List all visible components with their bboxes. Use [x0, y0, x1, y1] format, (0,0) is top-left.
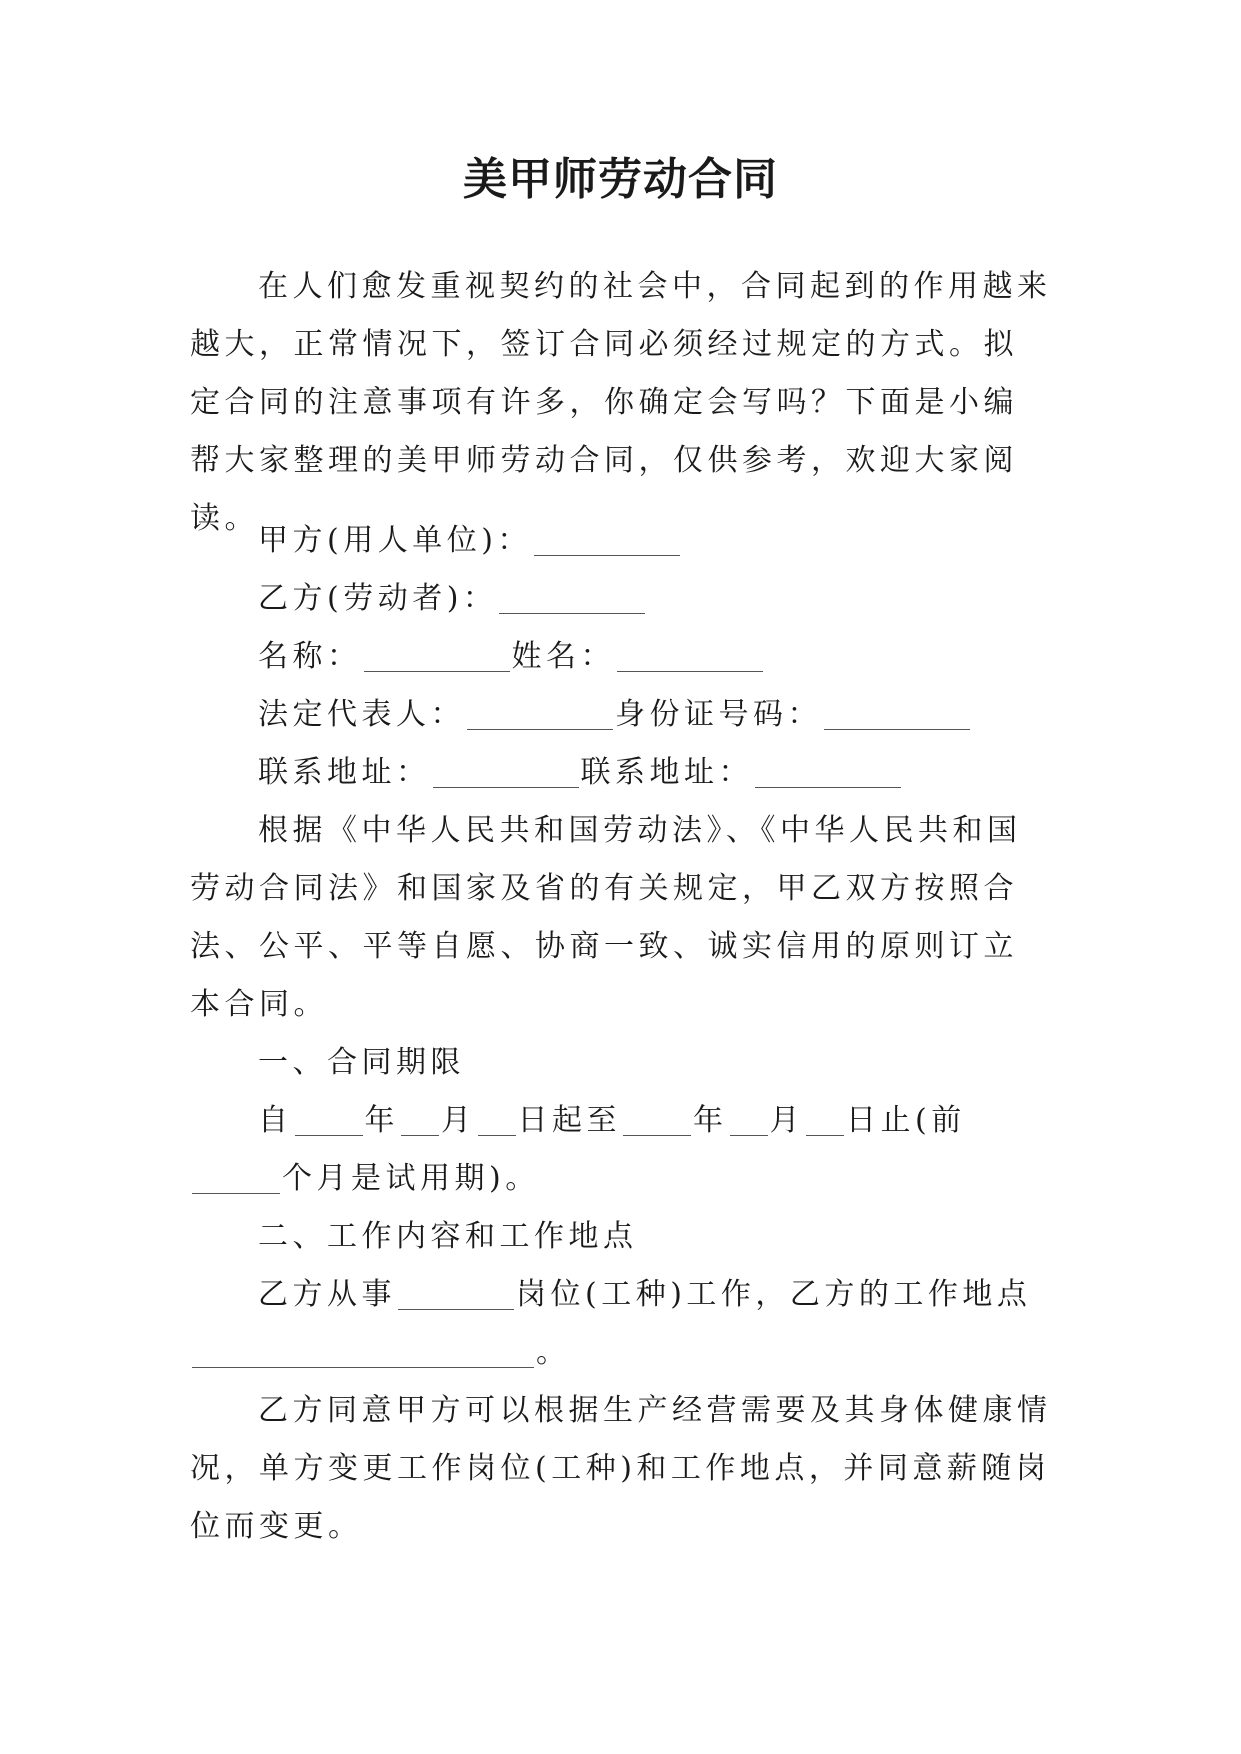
job-middle: 岗位(工种)工作，乙方的工作地点 — [516, 1277, 1032, 1312]
start-month-blank — [401, 1105, 439, 1136]
job-title-blank — [398, 1279, 514, 1310]
end-month-blank — [730, 1105, 768, 1136]
contact-address-label-b: 联系地址： — [580, 755, 753, 790]
term-month1: 月 — [441, 1103, 476, 1138]
term-tail: 是试用期)。 — [351, 1161, 540, 1196]
id-number-blank — [824, 699, 970, 730]
legal-rep-line — [190, 686, 1052, 744]
term-paragraph — [190, 1092, 1052, 1208]
job-paragraph — [190, 1266, 1052, 1382]
document-title: 美甲师劳动合同 — [463, 154, 778, 205]
job-prefix: 乙方从事 — [258, 1277, 396, 1312]
term-from: 自 — [258, 1103, 293, 1138]
intro-block — [190, 258, 1052, 548]
parties-block — [190, 512, 1052, 1556]
legal-rep-blank — [467, 699, 613, 730]
party-b-line — [190, 570, 1052, 628]
legal-rep-label: 法定代表人： — [258, 697, 465, 732]
work-location-blank — [192, 1337, 534, 1368]
name-blank — [364, 641, 510, 672]
term-probation-end: 个月 — [282, 1161, 351, 1196]
job-end: 。 — [536, 1335, 571, 1370]
term-month2: 月 — [769, 1103, 804, 1138]
term-day-from: 日起至 — [517, 1103, 621, 1138]
person-name-label: 姓名： — [511, 639, 615, 674]
party-a-line — [190, 512, 1052, 570]
contact-address-blank-a — [433, 757, 579, 788]
name-label: 名称： — [258, 639, 362, 674]
party-a-label: 甲方(用人单位)： — [258, 523, 532, 558]
start-day-blank — [478, 1105, 516, 1136]
party-b-blank — [499, 583, 645, 614]
term-year1: 年 — [364, 1103, 399, 1138]
intro-paragraph: 在人们愈发重视契约的社会中，合同起到的作用越来越大，正常情况下，签订合同必须经过规定的方式。拟定合同的注意事项有许多，你确定会写吗？下面是小编帮大家整理的美甲师劳动合同，仅供参考，欢迎大家阅读。 — [190, 269, 1052, 536]
name-line — [190, 628, 1052, 686]
section-1-heading: 一、合同期限 — [258, 1045, 465, 1080]
section-2-heading: 二、工作内容和工作地点 — [258, 1219, 638, 1254]
end-year-blank — [623, 1105, 691, 1136]
contact-address-label-a: 联系地址： — [258, 755, 431, 790]
party-b-label: 乙方(劳动者)： — [258, 581, 498, 616]
contact-address-blank-b — [755, 757, 901, 788]
contact-address-line — [190, 744, 1052, 802]
term-day-to: 日止(前 — [846, 1103, 966, 1138]
end-day-blank — [806, 1105, 844, 1136]
party-a-blank — [534, 525, 680, 556]
term-year2: 年 — [693, 1103, 728, 1138]
id-number-label: 身份证号码： — [615, 697, 822, 732]
probation-months-blank — [192, 1163, 280, 1194]
adjustment-paragraph: 乙方同意甲方可以根据生产经营需要及其身体健康情况，单方变更工作岗位(工种)和工作地点，并同意薪随岗位而变更。 — [190, 1393, 1052, 1544]
person-name-blank — [617, 641, 763, 672]
basis-paragraph: 根据《中华人民共和国劳动法》、《中华人民共和国劳动合同法》和国家及省的有关规定，甲乙双方按照合法、公平、平等自愿、协商一致、诚实信用的原则订立本合同。 — [190, 813, 1022, 1022]
start-year-blank — [295, 1105, 363, 1136]
